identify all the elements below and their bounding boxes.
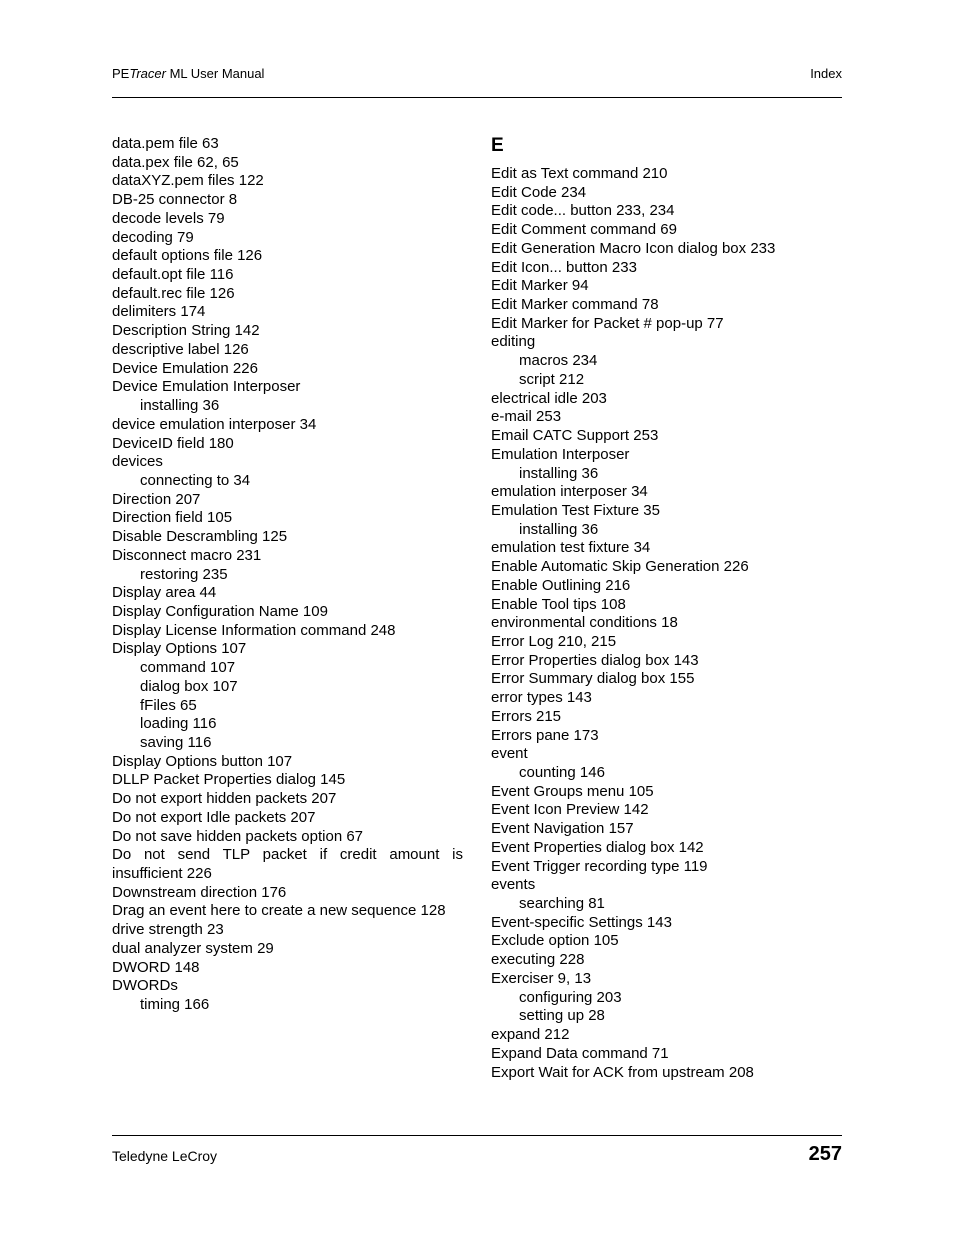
index-entry: Enable Outlining 216: [491, 576, 631, 594]
index-entry: dataXYZ.pem files 122: [112, 172, 264, 190]
index-subentry: macros 234: [519, 352, 598, 370]
index-entry: devices: [112, 453, 163, 471]
index-entry: emulation interposer 34: [491, 483, 648, 501]
index-entry: default options file 126: [112, 247, 263, 265]
index-entry: Downstream direction 176: [112, 883, 287, 901]
index-subentry: dialog box 107: [140, 677, 238, 695]
index-entry: Disconnect macro 231: [112, 546, 262, 564]
index-entry: Direction 207: [112, 490, 201, 508]
index-entry: DB-25 connector 8: [112, 191, 238, 209]
index-entry: DLLP Packet Properties dialog 145: [112, 771, 346, 789]
index-entry: Event Navigation 157: [491, 820, 634, 838]
index-entry: Display area 44: [112, 584, 217, 602]
index-entry: Do not export hidden packets 207: [112, 790, 337, 808]
index-entry: DeviceID field 180: [112, 434, 234, 452]
index-entry: Do not save hidden packets option 67: [112, 827, 364, 845]
index-entry: Edit Marker 94: [491, 277, 589, 295]
index-entry: delimiters 174: [112, 303, 206, 321]
index-entry: Display Options 107: [112, 640, 247, 658]
page-header: [112, 66, 842, 84]
index-entry: Event Properties dialog box 142: [491, 838, 704, 856]
index-entry: data.pex file 62, 65: [112, 153, 239, 171]
index-entry: Error Properties dialog box 143: [491, 651, 699, 669]
title-suffix: ML User Manual: [165, 66, 265, 81]
page-footer: [112, 1142, 842, 1170]
index-entry: descriptive label 126: [112, 340, 249, 358]
index-entry: Error Log 210, 215: [491, 632, 617, 650]
index-column-left: [112, 135, 463, 1015]
index-entry: editing: [491, 333, 536, 351]
index-entry: Event Groups menu 105: [491, 782, 654, 800]
index-entry: Error Summary dialog box 155: [491, 670, 695, 688]
index-entry: Emulation Test Fixture 35: [491, 501, 660, 519]
index-entry: Event-specific Settings 143: [491, 913, 672, 931]
index-entry: Display Options button 107: [112, 752, 293, 770]
index-entry: default.opt file 116: [112, 266, 234, 284]
index-entry: Enable Automatic Skip Generation 226: [491, 558, 749, 576]
index-entry: Edit Comment command 69: [491, 221, 677, 239]
index-entry: Exclude option 105: [491, 932, 619, 950]
index-entry: Do not export Idle packets 207: [112, 808, 316, 826]
index-entry: Do not send TLP packet if credit amount is insufficient 226: [112, 846, 463, 883]
index-subentry: counting 146: [519, 764, 605, 781]
title-italic: Tracer: [129, 66, 166, 81]
index-entry: DWORD 148: [112, 958, 200, 976]
index-entry: executing 228: [491, 951, 585, 969]
index-entry: Edit Code 234: [491, 183, 587, 201]
index-entry: Edit Marker for Packet # pop-up 77: [491, 314, 724, 332]
index-letter-heading: E: [491, 135, 504, 156]
index-entry: e-mail 253: [491, 408, 562, 426]
index-entry: Export Wait for ACK from upstream 208: [491, 1063, 754, 1081]
index-subentry: timing 166: [140, 996, 210, 1014]
index-entry: Device Emulation Interposer: [112, 378, 301, 396]
header-divider: [112, 97, 842, 98]
index-entry: emulation test fixture 34: [491, 539, 651, 557]
index-column-right: [491, 135, 842, 1082]
index-subentry: installing 36: [519, 520, 599, 538]
index-entry: Errors pane 173: [491, 726, 599, 744]
index-subentry: installing 36: [140, 397, 220, 415]
index-entry: Edit Icon... button 233: [491, 258, 637, 276]
index-entry: Display License Information command 248: [112, 621, 396, 639]
index-subentry: setting up 28: [519, 1007, 605, 1025]
index-subentry: installing 36: [519, 464, 599, 482]
index-entry: Display Configuration Name 109: [112, 602, 328, 620]
index-subentry: command 107: [140, 659, 236, 677]
index-entry: Drag an event here to create a new sequence 128: [112, 902, 446, 920]
index-entry: dual analyzer system 29: [112, 939, 274, 957]
index-subentry: connecting to 34: [140, 471, 251, 489]
index-subentry: saving 116: [140, 734, 212, 751]
footer-divider: [112, 1135, 842, 1136]
index-entry: DWORDs: [112, 977, 178, 995]
title-prefix: PE: [112, 66, 130, 81]
index-entry: electrical idle 203: [491, 389, 607, 407]
index-subentry: configuring 203: [519, 988, 622, 1006]
company-name: Teledyne LeCroy: [112, 1148, 218, 1164]
index-entry: error types 143: [491, 689, 592, 707]
index-entry: Enable Tool tips 108: [491, 595, 626, 613]
index-entry: drive strength 23: [112, 921, 224, 939]
index-subentry: restoring 235: [140, 565, 228, 583]
index-entry: Description String 142: [112, 322, 260, 340]
index-subentry: fFiles 65: [140, 696, 197, 714]
index-entry: Event Trigger recording type 119: [491, 857, 708, 875]
index-entry: Errors 215: [491, 707, 562, 725]
index-entry: expand 212: [491, 1026, 570, 1044]
index-entry: environmental conditions 18: [491, 614, 678, 632]
index-entry: Direction field 105: [112, 509, 233, 527]
index-entry: Expand Data command 71: [491, 1044, 669, 1062]
index-entry: Edit as Text command 210: [491, 165, 668, 182]
manual-title: [112, 66, 264, 82]
index-entry: decoding 79: [112, 228, 194, 246]
section-name: Index: [810, 66, 842, 81]
index-entry: default.rec file 126: [112, 284, 235, 302]
index-entry: Edit Generation Macro Icon dialog box 233: [491, 239, 776, 257]
index-entry: Edit Marker command 78: [491, 296, 659, 314]
index-entry: Event Icon Preview 142: [491, 801, 649, 819]
index-entry: Device Emulation 226: [112, 359, 258, 377]
index-entry: event: [491, 745, 528, 763]
index-entry: data.pem file 63: [112, 135, 219, 152]
index-entry: events: [491, 876, 536, 894]
index-entry: Emulation Interposer: [491, 445, 630, 463]
index-entry: Disable Descrambling 125: [112, 528, 288, 546]
index-subentry: script 212: [519, 370, 585, 388]
index-subentry: searching 81: [519, 895, 605, 913]
index-subentry: loading 116: [140, 715, 217, 733]
index-entry: Edit code... button 233, 234: [491, 202, 675, 220]
index-entry: device emulation interposer 34: [112, 415, 317, 433]
page-number: 257: [808, 1143, 842, 1165]
index-entry: Email CATC Support 253: [491, 427, 659, 445]
index-entry: Exerciser 9, 13: [491, 969, 592, 987]
index-entry: decode levels 79: [112, 209, 225, 227]
